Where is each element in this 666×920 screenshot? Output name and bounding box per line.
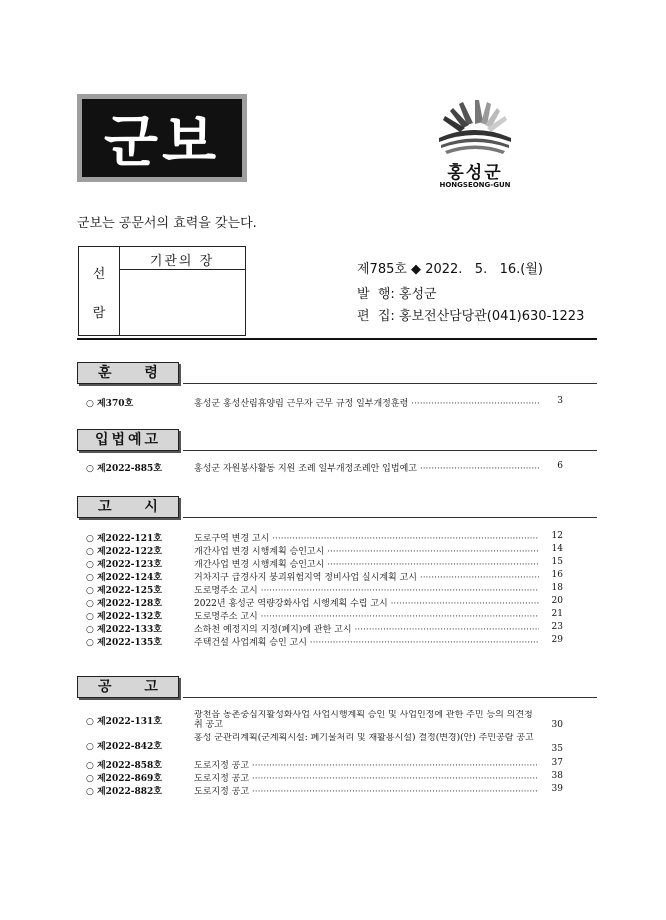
entry-page: 18 (551, 583, 563, 593)
entry-title: 홍성군 홍성산림휴양림 근무자 근무 규정 일부개정훈령 ····· (194, 396, 539, 409)
toc-entry[interactable] (86, 622, 566, 635)
entry-title: 도로지정 공고 ····· (194, 771, 539, 784)
entry-page: 29 (551, 635, 563, 645)
toc-entry[interactable] (86, 771, 566, 784)
entry-page: 6 (557, 461, 563, 471)
section-rule (183, 383, 597, 384)
entry-number: ○ 제2022-135호 (86, 638, 162, 648)
entry-page: 3 (557, 396, 563, 406)
entry-page: 21 (551, 609, 563, 619)
entry-page: 20 (551, 596, 563, 606)
entry-title: 도로지정 공고 ····· (194, 758, 539, 771)
entry-title: 2022년 홍성군 역량강화사업 시행계획 수립 고시 ····· (194, 596, 539, 609)
entry-number: ○ 제2022-128호 (86, 599, 162, 609)
logo-roman: HONGSEONG-GUN (439, 181, 511, 189)
entry-title: 홍성군 자원봉사활동 지원 조례 일부개정조례안 입법예고 ····· (194, 461, 539, 474)
section-label-ipbeop: 입법예고 (77, 429, 179, 451)
toc-entry[interactable] (86, 596, 566, 609)
entry-page: 30 (551, 720, 563, 730)
issue-number-date: 제785호 ◆ 2022. 5. 16.(월) (357, 262, 543, 277)
circulation-box (78, 246, 246, 336)
entry-page: 38 (551, 771, 563, 781)
toc-entry[interactable] (86, 531, 566, 544)
toc-entry[interactable] (86, 461, 566, 474)
entry-number: ○ 제370호 (86, 399, 134, 409)
tagline: 군보는 공문서의 효력을 갖는다. (77, 216, 257, 231)
entry-title: 소하천 예정지의 지정(폐지)에 관한 고시 ····· (194, 622, 539, 635)
entry-page: 16 (551, 570, 563, 580)
section-label-hunryeong: 훈 령 (77, 362, 179, 384)
header-rule (77, 338, 597, 340)
entry-title: 도로명주소 고시 ····· (194, 609, 539, 622)
toc-entry[interactable] (86, 609, 566, 622)
entry-number: ○ 제2022-132호 (86, 612, 162, 622)
entry-number: ○ 제2022-133호 (86, 625, 162, 635)
toc-entry[interactable] (86, 784, 566, 797)
entry-page: 23 (551, 622, 563, 632)
entry-number: ○ 제2022-121호 (86, 534, 162, 544)
entry-title: 홍성 군관리계획(군계획시설: 폐기물처리 및 재활용시설) 결정(변경)(안) 주민공람 공고 (194, 733, 534, 743)
section-label-gonggo: 공 고 (77, 676, 179, 698)
section-rule (183, 697, 597, 698)
toc-entry[interactable] (86, 570, 566, 583)
masthead-title: 군보 (82, 99, 242, 177)
entry-title: 개간사업 변경 시행계획 승인고시 ····· (194, 544, 539, 557)
entry-number: ○ 제2022-124호 (86, 573, 162, 583)
entry-title: 광천읍 농촌중심지활성화사업 사업시행계획 승인 및 사업인정에 관한 주민 등의 의견청취 공고 (194, 710, 533, 730)
toc-entry[interactable] (86, 557, 566, 570)
toc-entry[interactable] (86, 583, 566, 596)
editor: 편 집: 홍보전산담당관(041)630-1223 (357, 309, 585, 324)
entry-number: ○ 제2022-123호 (86, 560, 162, 570)
section-rule (183, 450, 597, 451)
entry-page: 39 (551, 784, 563, 794)
logo-name: 홍성군 (447, 163, 503, 183)
box-divider (119, 269, 245, 270)
entry-number: ○ 제2022-125호 (86, 586, 162, 596)
entry-number: ○ 제2022-858호 (86, 761, 162, 771)
entry-page: 37 (551, 758, 563, 768)
entry-title: 주택건설 사업계획 승인 고시 ····· (194, 635, 539, 648)
circulation-header: 기관의 장 (149, 254, 215, 269)
entry-number: ○ 제2022-131호 (86, 717, 162, 727)
entry-page: 35 (551, 744, 563, 754)
entry-number: ○ 제2022-869호 (86, 774, 162, 784)
toc-entry[interactable] (86, 635, 566, 648)
circulation-label-top: 선 (92, 267, 106, 282)
toc-entry[interactable] (86, 544, 566, 557)
section-rule (183, 517, 597, 518)
entry-number: ○ 제2022-842호 (86, 742, 162, 752)
entry-page: 15 (551, 557, 563, 567)
entry-page: 14 (551, 544, 563, 554)
entry-title: 개간사업 변경 시행계획 승인고시 ····· (194, 557, 539, 570)
entry-title: 거차지구 급경사지 붕괴위험지역 정비사업 실시계획 고시 ····· (194, 570, 539, 583)
entry-number: ○ 제2022-882호 (86, 787, 162, 797)
entry-number: ○ 제2022-122호 (86, 547, 162, 557)
toc-entry[interactable] (86, 710, 566, 730)
toc-entry[interactable] (86, 733, 566, 754)
entry-number: ○ 제2022-885호 (86, 464, 162, 474)
circulation-label-bottom: 람 (92, 306, 106, 321)
entry-title: 도로명주소 고시 ····· (194, 583, 539, 596)
toc-entry[interactable] (86, 758, 566, 771)
entry-title: 도로지정 공고 ····· (194, 784, 539, 797)
entry-page: 12 (551, 531, 563, 541)
publisher: 발 행: 홍성군 (357, 287, 437, 302)
entry-title: 도로구역 변경 고시 ····· (194, 531, 539, 544)
section-label-gosi: 고 시 (77, 496, 179, 518)
toc-entry[interactable] (86, 396, 566, 409)
masthead (77, 94, 247, 182)
